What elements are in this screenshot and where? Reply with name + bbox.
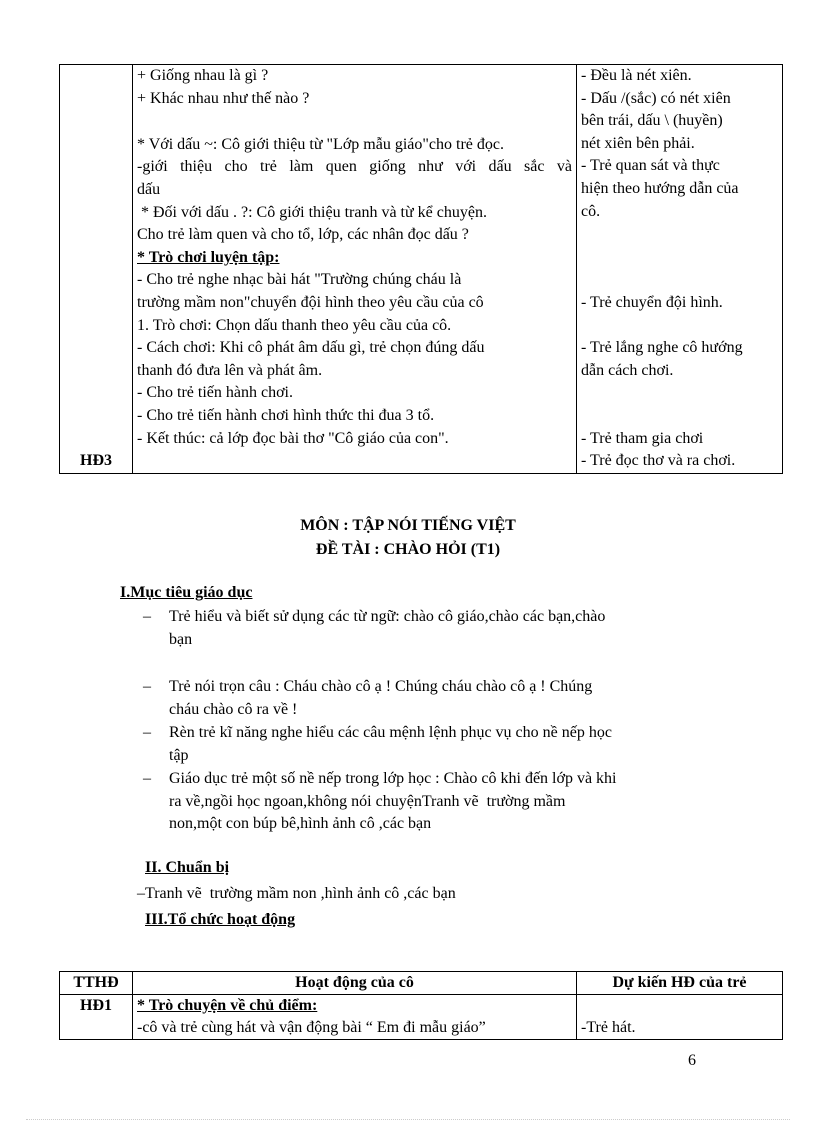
- teacher-line: * Với dấu ~: Cô giới thiệu từ "Lớp mẫu giáo"cho trẻ đọc.: [137, 135, 504, 153]
- spacer-line: [581, 995, 778, 1017]
- child-line: [581, 247, 778, 270]
- teacher-line: + Giống nhau là gì ?: [137, 67, 269, 84]
- teacher-line: 1. Trò chơi: Chọn dấu thanh theo yêu cầu của cô.: [137, 316, 452, 334]
- teacher-line: thanh đó đưa lên và phát âm.: [137, 361, 323, 379]
- bullet-dash: –: [143, 678, 151, 695]
- child-line: cô.: [581, 202, 601, 220]
- objective-line: non,một con búp bê,hình ảnh cô ,các bạn: [169, 815, 432, 833]
- teacher-line: -cô và trẻ cùng hát và vận động bài “ Em đi mẫu giáo”: [137, 1019, 486, 1036]
- topic-title: ĐỀ TÀI : CHÀO HỎI (T1): [315, 541, 501, 558]
- child-line: - Trẻ lắng nghe cô hướng: [581, 339, 743, 357]
- child-line: - Trẻ tham gia chơi: [581, 429, 704, 447]
- child-line: [581, 269, 778, 292]
- objectives-heading: I.Mục tiêu giáo dục: [120, 584, 253, 601]
- child-line: - Trẻ đọc thơ và ra chơi.: [581, 452, 736, 470]
- child-line: -Trẻ hát.: [581, 1019, 636, 1036]
- teacher-line: + Khác nhau như thế nào ?: [137, 89, 310, 107]
- child-activity-cell: [577, 995, 783, 1040]
- header-teacher-activity: Hoạt động của cô: [133, 972, 577, 995]
- bullet-dash: –: [143, 724, 151, 741]
- teacher-line: - Cho trẻ tiến hành chơi hình thức thi đua 3 tổ.: [137, 406, 435, 424]
- objective-item: [143, 768, 693, 836]
- objective-line: ra về,ngồi học ngoan,không nói chuyệnTranh vẽ trường mầm: [169, 792, 566, 810]
- activity-code-cell: [60, 65, 133, 474]
- bullet-dash: –: [143, 770, 151, 787]
- preparation-text: –Tranh vẽ trường mầm non ,hình ảnh cô ,các bạn: [137, 885, 456, 902]
- child-line: dẫn cách chơi.: [581, 361, 674, 379]
- header-tthd: TTHĐ: [60, 972, 133, 995]
- page-bottom-divider: [26, 1119, 790, 1120]
- subject-title: MÔN : TẬP NÓI TIẾNG VIỆT: [300, 517, 516, 534]
- objective-item: [143, 676, 693, 721]
- teacher-activity-cell: [133, 65, 577, 474]
- preparation-heading: II. Chuẩn bị: [145, 859, 230, 876]
- child-line: hiện theo hướng dẫn của: [581, 179, 739, 197]
- objective-line: Trẻ hiểu và biết sử dụng các từ ngữ: chào cô giáo,chào các bạn,chào: [169, 608, 606, 625]
- teacher-line: [137, 110, 572, 133]
- teacher-line: -giới thiệu cho trẻ làm quen giống như với dấu sắc và: [137, 158, 572, 176]
- child-line: nét xiên bên phải.: [581, 134, 695, 152]
- objective-line: Rèn trẻ kĩ năng nghe hiểu các câu mệnh lệnh phục vụ cho nề nếp học: [169, 724, 612, 741]
- header-child-activity: Dự kiến HĐ của trẻ: [577, 972, 783, 995]
- child-line: [581, 223, 778, 247]
- teacher-line: - Cho trẻ tiến hành chơi.: [137, 384, 293, 402]
- teacher-activity-cell: [133, 995, 577, 1040]
- teacher-line: - Kết thúc: cả lớp đọc bài thơ "Cô giáo của con".: [137, 429, 449, 447]
- objective-line: cháu chào cô ra về !: [169, 700, 298, 718]
- teacher-line: * Đối với dấu . ?: Cô giới thiệu tranh và từ kể chuyện.: [137, 203, 487, 221]
- teacher-line: - Cách chơi: Khi cô phát âm dấu gì, trẻ chọn đúng dấu: [137, 339, 485, 357]
- page-number: 6: [688, 1052, 696, 1069]
- teacher-line: - Cho trẻ nghe nhạc bài hát "Trường chúng cháu là: [137, 271, 462, 289]
- objective-item: [143, 606, 693, 651]
- activity-code-cell: HĐ1: [60, 995, 133, 1040]
- teacher-line: dấu: [137, 180, 161, 198]
- objective-line: bạn: [169, 630, 193, 648]
- child-line: - Trẻ quan sát và thực: [581, 157, 720, 175]
- bullet-dash: –: [143, 608, 151, 625]
- table-header-row: [60, 972, 783, 995]
- child-line: [581, 315, 778, 338]
- teacher-line: trường mầm non"chuyển đội hình theo yêu cầu của cô: [137, 293, 484, 311]
- child-line: - Đều là nét xiên.: [581, 67, 692, 84]
- objective-item: [143, 722, 693, 767]
- child-line: - Dấu /(sắc) có nét xiên: [581, 89, 731, 107]
- activity-code: HĐ3: [80, 452, 112, 470]
- objective-line: tập: [169, 746, 189, 764]
- objective-line: Giáo dục trẻ một số nề nếp trong lớp học : Chào cô khi đến lớp và khi: [169, 770, 617, 787]
- child-line: - Trẻ chuyển đội hình.: [581, 293, 723, 311]
- child-activity-cell: [577, 65, 783, 474]
- activity-table: [59, 971, 783, 1040]
- teacher-line: Cho trẻ làm quen và cho tổ, lớp, các nhân đọc dấu ?: [137, 226, 469, 244]
- child-line: [581, 382, 778, 405]
- child-line: bên trái, dấu \ (huyền): [581, 112, 723, 130]
- objective-line: Trẻ nói trọn câu : Cháu chào cô ạ ! Chúng cháu chào cô ạ ! Chúng: [169, 678, 593, 695]
- table-row: [60, 995, 783, 1040]
- chat-topic-heading: * Trò chuyện về chủ điểm:: [137, 997, 318, 1014]
- game-heading: * Trò chơi luyện tập:: [137, 248, 280, 266]
- child-line: [581, 405, 778, 428]
- organization-heading: III.Tổ chức hoạt động: [145, 911, 296, 928]
- activity-table-continued: [59, 64, 783, 474]
